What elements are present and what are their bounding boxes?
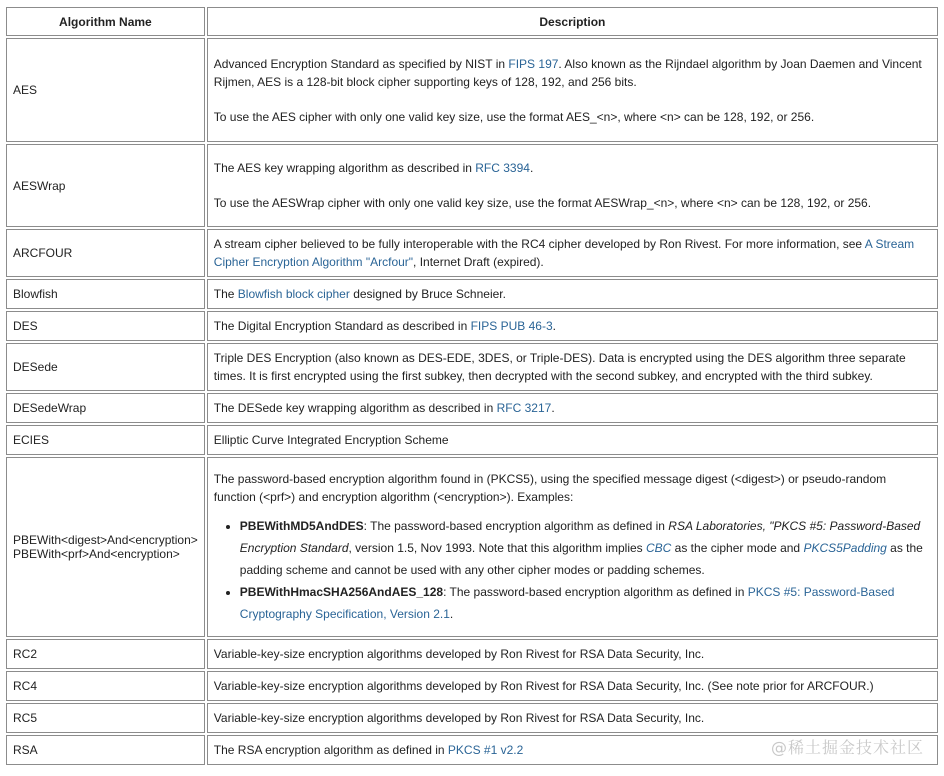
fips-197-link[interactable]: FIPS 197 — [508, 56, 559, 71]
description-text: as the cipher mode and — [671, 540, 804, 555]
table-row — [6, 343, 938, 391]
description-text: The — [213, 287, 238, 301]
table-row — [6, 393, 938, 423]
algorithm-name: AES — [6, 38, 205, 142]
watermark: @稀土掘金技术社区 — [770, 738, 924, 757]
algorithm-description: Elliptic Curve Integrated Encryption Scheme — [207, 425, 938, 455]
table-row — [6, 457, 938, 637]
description-text: as the padding scheme and cannot be used with any other cipher modes or padding schemes. — [239, 540, 923, 577]
description-text: . Also known as the Rijndael algorithm by Joan Daemen and Vincent Rijmen, AES is a 128-bit block cipher supporting keys of 128, 192, and 256 bits. — [213, 56, 922, 89]
table-row — [6, 229, 938, 277]
algorithm-description — [207, 457, 938, 637]
algorithm-description: Variable-key-size encryption algorithms developed by Ron Rivest for RSA Data Security, Inc. (See note prior for ARCFOUR.) — [207, 671, 938, 701]
table-row — [6, 671, 938, 701]
table-row — [6, 38, 938, 142]
algorithm-name — [6, 457, 205, 637]
column-header-description: Description — [207, 7, 938, 36]
algorithm-description — [207, 279, 938, 309]
description-text: The AES key wrapping algorithm as described in — [213, 161, 476, 175]
pkcs5-spec-link[interactable]: PKCS #5: Password-Based Cryptography Specification, Version 2.1 — [239, 584, 895, 621]
description-text: . — [449, 606, 454, 621]
example-name: PBEWithMD5AndDES — [239, 518, 364, 533]
description-text: : The password-based encryption algorithm as defined in — [363, 518, 669, 533]
pkcs5padding-link[interactable] — [803, 541, 886, 555]
description-text: , version 1.5, Nov 1993. Note that this algorithm implies — [348, 540, 646, 555]
description-text: A stream cipher believed to be fully interoperable with the RC4 cipher developed by Ron Rivest. For more information, see — [213, 237, 865, 251]
table-row — [6, 703, 938, 733]
fips-pub-46-3-link[interactable]: FIPS PUB 46-3 — [470, 319, 553, 333]
algorithm-name: DESede — [6, 343, 205, 391]
blowfish-link[interactable]: Blowfish block cipher — [237, 287, 350, 301]
algorithm-name: Blowfish — [6, 279, 205, 309]
table-row — [6, 279, 938, 309]
description-text: The DESede key wrapping algorithm as described in — [213, 401, 497, 415]
algorithm-name-line: PBEWith<prf>And<encryption> — [13, 547, 180, 561]
algorithm-description — [207, 393, 938, 423]
description-text: Advanced Encryption Standard as specified by NIST in — [213, 56, 509, 71]
algorithm-name: AESWrap — [6, 144, 205, 227]
algorithm-name: RC5 — [6, 703, 205, 733]
link-text: PKCS5Padding — [803, 540, 887, 555]
algorithm-name: DESedeWrap — [6, 393, 205, 423]
algorithm-name: DES — [6, 311, 205, 341]
algorithm-description: Variable-key-size encryption algorithms developed by Ron Rivest for RSA Data Security, Inc. — [207, 639, 938, 669]
description-text: To use the AESWrap cipher with only one valid key size, use the format AESWrap_<n>, where <n> can be 128, 192, or 256. — [213, 196, 872, 210]
list-item — [240, 515, 931, 581]
algorithm-name: ECIES — [6, 425, 205, 455]
algorithm-description — [207, 311, 938, 341]
algorithm-table — [4, 5, 940, 767]
description-text: . — [551, 401, 555, 415]
cbc-link[interactable] — [646, 541, 671, 555]
description-text: The Digital Encryption Standard as described in — [213, 319, 471, 333]
algorithm-description — [207, 144, 938, 227]
table-row — [6, 735, 938, 765]
list-item — [240, 581, 931, 625]
description-text: . — [552, 319, 556, 333]
examples-list — [214, 515, 931, 625]
algorithm-description: Variable-key-size encryption algorithms developed by Ron Rivest for RSA Data Security, Inc. — [207, 703, 938, 733]
table-row — [6, 311, 938, 341]
table-row — [6, 425, 938, 455]
algorithm-description: Triple DES Encryption (also known as DES-EDE, 3DES, or Triple-DES). Data is encrypted using the DES algorithm three separate times. It is first encrypted using the first subkey, then decrypted with the second subkey, and encrypted with the third subkey. — [207, 343, 938, 391]
description-text: The RSA encryption algorithm as defined in — [213, 743, 448, 757]
description-text: To use the AES cipher with only one valid key size, use the format AES_<n>, where <n> can be 128, 192, or 256. — [213, 109, 815, 124]
table-header-row — [6, 7, 938, 36]
algorithm-name-line: PBEWith<digest>And<encryption> — [13, 533, 198, 547]
algorithm-description — [207, 229, 938, 277]
description-text: designed by Bruce Schneier. — [349, 287, 506, 301]
description-text: . — [529, 161, 534, 175]
algorithm-name: RSA — [6, 735, 205, 765]
example-name: PBEWithHmacSHA256AndAES_128 — [239, 584, 444, 599]
column-header-algorithm-name: Algorithm Name — [6, 7, 205, 36]
rfc-3394-link[interactable]: RFC 3394 — [475, 161, 530, 175]
arcfour-draft-link[interactable]: A Stream Cipher Encryption Algorithm "Arcfour" — [213, 237, 915, 269]
pkcs1-link[interactable]: PKCS #1 v2.2 — [447, 743, 524, 757]
algorithm-description — [207, 38, 938, 142]
algorithm-description — [207, 735, 938, 765]
description-text: , Internet Draft (expired). — [413, 255, 544, 269]
link-text: CBC — [646, 540, 672, 555]
algorithm-name: RC4 — [6, 671, 205, 701]
table-row — [6, 144, 938, 227]
description-text: The password-based encryption algorithm found in (PKCS5), using the specified message digest (<digest>) or pseudo-random function (<prf>) and encryption algorithm (<encryption>). Examples: — [213, 471, 887, 504]
description-text: : The password-based encryption algorithm as defined in — [443, 584, 748, 599]
table-row — [6, 639, 938, 669]
algorithm-name: ARCFOUR — [6, 229, 205, 277]
algorithm-name: RC2 — [6, 639, 205, 669]
citation-italic: RSA Laboratories, "PKCS #5: Password-Based Encryption Standard — [239, 518, 921, 555]
rfc-3217-link[interactable]: RFC 3217 — [496, 401, 552, 415]
